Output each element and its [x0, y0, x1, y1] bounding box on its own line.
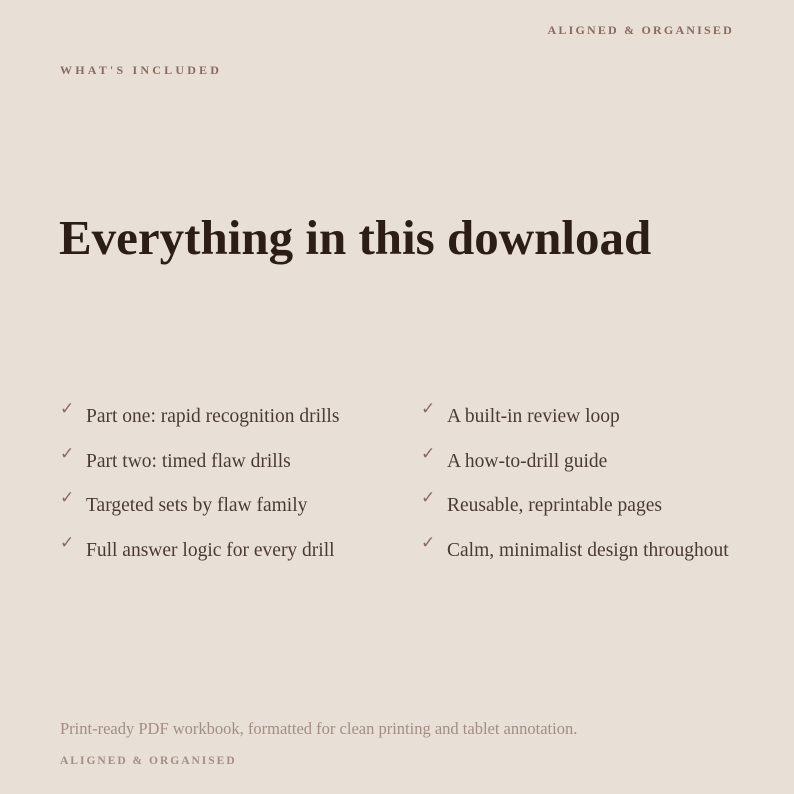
list-item	[60, 530, 421, 575]
page-title: Everything in this download	[59, 210, 652, 265]
feature-label: A how-to-drill guide	[447, 450, 608, 472]
check-icon: ✓	[60, 488, 75, 508]
check-icon: ✓	[60, 399, 75, 418]
list-item	[421, 485, 750, 530]
list-item	[421, 441, 750, 486]
feature-label: Full answer logic for every drill	[86, 540, 335, 562]
check-icon: ✓	[421, 488, 436, 508]
check-icon: ✓	[421, 399, 436, 418]
check-icon: ✓	[421, 443, 436, 463]
feature-label: Part one: rapid recognition drills	[86, 406, 340, 427]
list-item	[60, 396, 421, 441]
feature-label: Part two: timed flaw drills	[86, 450, 291, 472]
list-item	[421, 530, 750, 575]
feature-list	[60, 396, 750, 575]
feature-label: Calm, minimalist design throughout	[447, 540, 729, 562]
brand-mark-bottom: ALIGNED & ORGANISED	[60, 755, 237, 767]
check-icon: ✓	[421, 533, 436, 553]
feature-label: Reusable, reprintable pages	[447, 495, 662, 517]
feature-label: A built-in review loop	[447, 406, 620, 427]
check-icon: ✓	[60, 443, 75, 463]
check-icon: ✓	[60, 533, 75, 553]
feature-label: Targeted sets by flaw family	[86, 495, 308, 517]
list-item	[421, 396, 750, 441]
format-note: Print-ready PDF workbook, formatted for clean printing and tablet annotation.	[60, 719, 578, 738]
brand-mark-top: ALIGNED & ORGANISED	[547, 23, 734, 37]
section-eyebrow: WHAT'S INCLUDED	[60, 63, 223, 77]
list-item	[60, 441, 421, 486]
list-item	[60, 485, 421, 530]
